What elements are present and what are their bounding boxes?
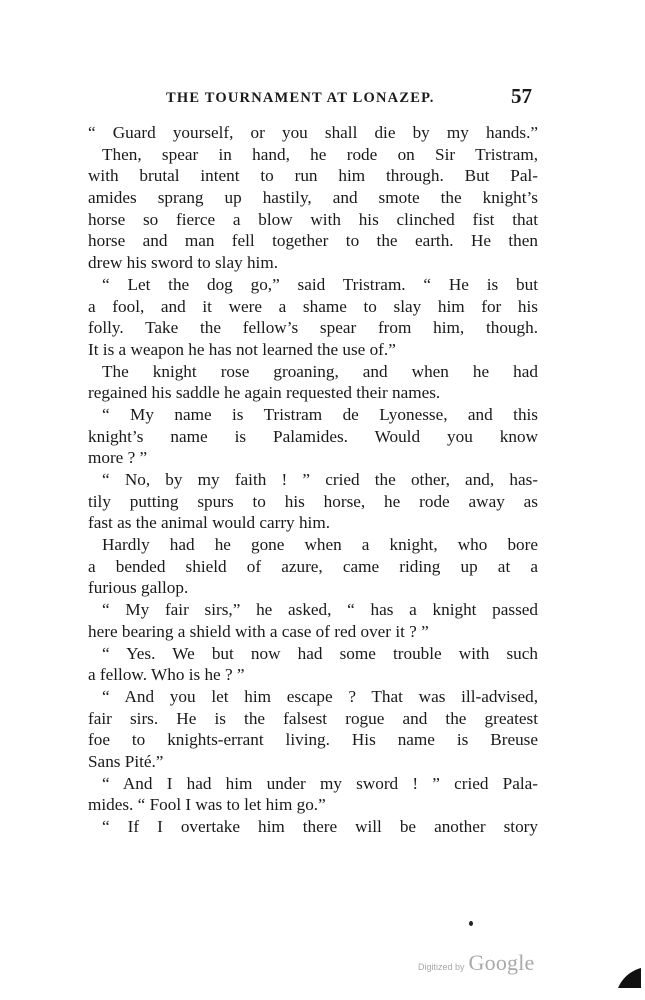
text-line: “ My fair sirs,” he asked, “ has a knight passed — [102, 600, 538, 620]
text-line: drew his sword to slay him. — [88, 253, 279, 273]
text-line: “ Let the dog go,” said Tristram. “ He is but — [102, 274, 538, 294]
text-line: “ And you let him escape ? That was ill-advised, — [102, 686, 538, 706]
text-line: “ And I had him under my sword ! ” cried Pala- — [102, 773, 538, 793]
text-line: foe to knights-errant living. His name is Breuse — [88, 730, 538, 750]
text-line: knight’s name is Palamides. Would you know — [88, 426, 538, 446]
google-logo: Google — [468, 950, 535, 975]
text-line: furious gallop. — [88, 578, 189, 598]
text-line: The knight rose groaning, and when he had — [102, 361, 538, 381]
text-line: Sans Pité.” — [88, 751, 164, 771]
text-line: It is a weapon he has not learned the use of.” — [88, 339, 396, 359]
page-corner-ink-icon — [617, 966, 641, 990]
text-line: “ Guard yourself, or you shall die by my hands.” — [88, 123, 538, 142]
text-line: a fellow. Who is he ? ” — [88, 665, 245, 685]
text-line: a bended shield of azure, came riding up at a — [88, 556, 538, 576]
ink-speck — [469, 921, 473, 926]
page-number: 57 — [511, 84, 532, 108]
text-line: fair sirs. He is the falsest rogue and the greatest — [88, 708, 538, 728]
text-line: “ My name is Tristram de Lyonesse, and this — [102, 404, 538, 424]
text-line: “ If I overtake him there will be another story — [102, 817, 538, 836]
text-line: Hardly had he gone when a knight, who bore — [102, 535, 538, 555]
text-line: “ No, by my faith ! ” cried the other, and, has- — [102, 470, 538, 489]
text-line: here bearing a shield with a case of red over it ? ” — [88, 621, 429, 641]
text-line: horse so fierce a blow with his clinched fist that — [88, 209, 538, 229]
text-line: “ Yes. We but now had some trouble with such — [102, 643, 538, 663]
running-title: THE TOURNAMENT AT LONAZEP. — [166, 90, 435, 106]
text-line: with brutal intent to run him through. But Pal- — [88, 166, 538, 186]
text-line: Then, spear in hand, he rode on Sir Tristram, — [102, 144, 538, 164]
digitized-by-google-watermark — [418, 950, 558, 980]
text-line: more ? ” — [88, 448, 148, 468]
body-text — [88, 122, 538, 838]
text-line: amides sprang up hastily, and smote the knight’s — [88, 188, 538, 208]
text-line: fast as the animal would carry him. — [88, 513, 330, 533]
text-line: regained his saddle he again requested their names. — [88, 383, 441, 403]
text-line: folly. Take the fellow’s spear from him, though. — [88, 318, 538, 338]
digitized-by-label: Digitized by — [418, 962, 465, 972]
running-head — [88, 86, 538, 110]
text-line: horse and man fell together to the earth. He then — [88, 231, 538, 251]
text-line: tily putting spurs to his horse, he rode away as — [88, 491, 538, 511]
text-line: mides. “ Fool I was to let him go.” — [88, 795, 326, 815]
text-line: a fool, and it were a shame to slay him for his — [88, 296, 538, 316]
